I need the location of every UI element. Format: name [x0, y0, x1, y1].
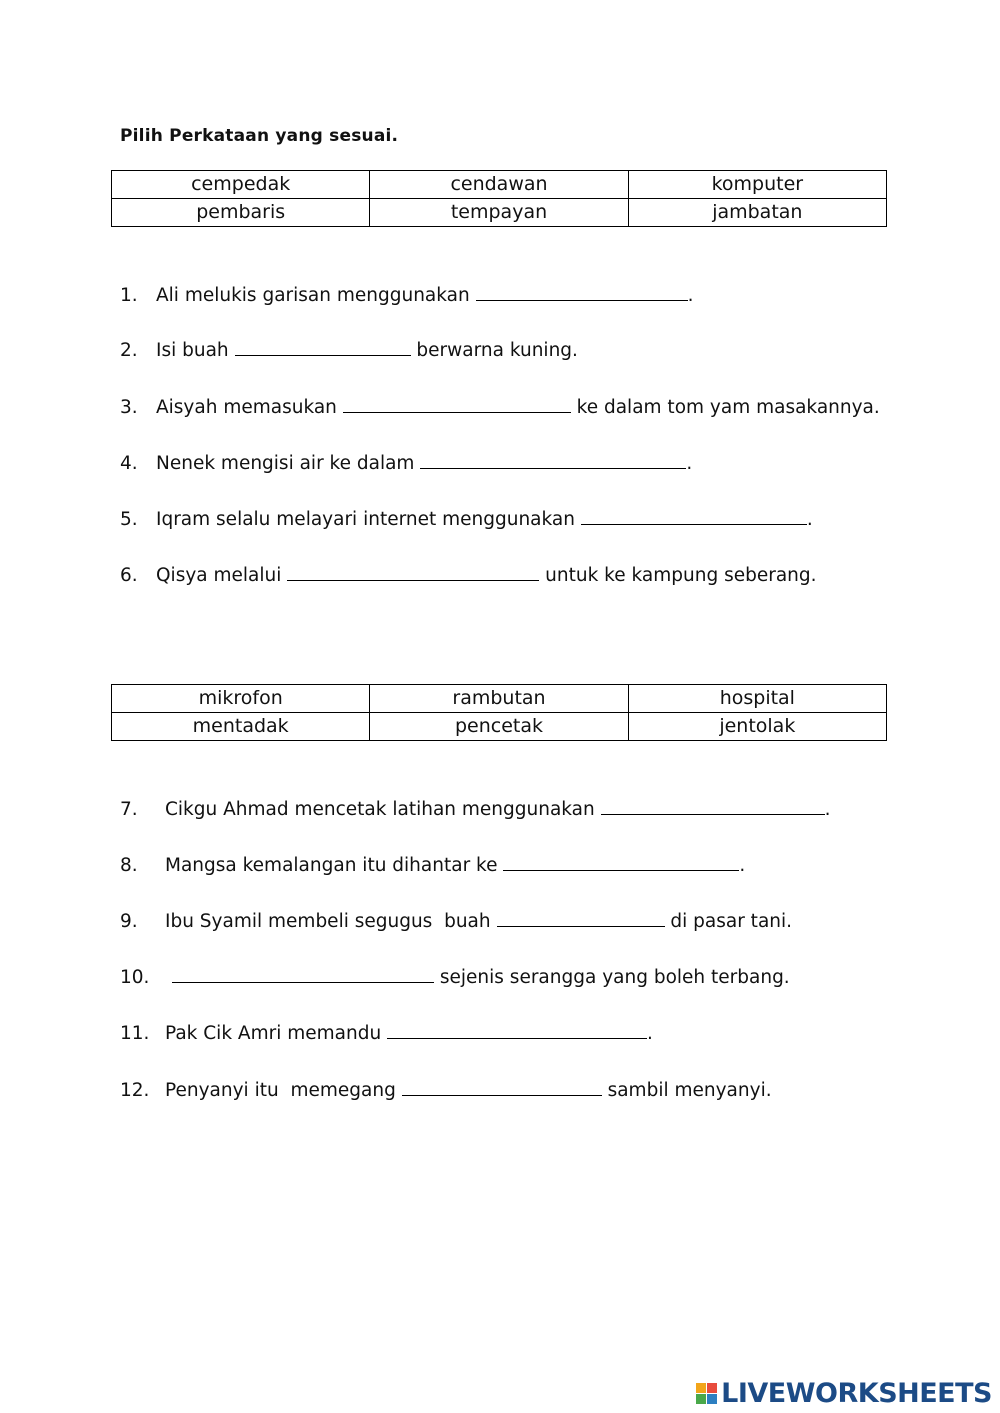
question-number: 10.: [120, 967, 150, 988]
question-number: 6.: [120, 565, 138, 586]
question-number: 11.: [120, 1023, 150, 1044]
question-1: [120, 282, 694, 308]
question-number: 1.: [120, 285, 138, 306]
question-3: [120, 394, 880, 420]
question-text-before: Ali melukis garisan menggunakan: [156, 285, 476, 306]
logo-square: [696, 1394, 706, 1404]
answer-blank[interactable]: [235, 337, 411, 356]
answer-blank[interactable]: [387, 1020, 647, 1039]
question-number: 12.: [120, 1080, 150, 1101]
question-7: [120, 796, 831, 822]
answer-blank[interactable]: [581, 506, 807, 525]
question-4: [120, 450, 692, 476]
answer-blank[interactable]: [601, 796, 825, 815]
word-cell: hospital: [628, 685, 886, 713]
question-text-after: sambil menyanyi.: [601, 1080, 772, 1101]
question-11: [120, 1020, 653, 1046]
question-text-before: Penyanyi itu memegang: [165, 1080, 402, 1101]
liveworksheets-icon: [696, 1383, 717, 1404]
question-2: [120, 337, 578, 363]
word-bank-row: [112, 171, 887, 199]
word-cell: rambutan: [370, 685, 628, 713]
question-number: 8.: [120, 855, 138, 876]
question-text-after: berwarna kuning.: [410, 340, 578, 361]
word-cell: komputer: [628, 171, 886, 199]
word-cell: cendawan: [370, 171, 628, 199]
question-text-after: .: [687, 285, 694, 306]
question-text-before: Cikgu Ahmad mencetak latihan menggunakan: [165, 799, 601, 820]
question-text-after: .: [686, 453, 693, 474]
question-text-before: Nenek mengisi air ke dalam: [156, 453, 421, 474]
logo-text: LIVEWORKSHEETS: [721, 1378, 992, 1409]
question-text-before: Isi buah: [156, 340, 235, 361]
answer-blank[interactable]: [497, 908, 665, 927]
answer-blank[interactable]: [172, 964, 434, 983]
question-text-before: Ibu Syamil membeli segugus buah: [165, 911, 497, 932]
word-cell: jentolak: [628, 713, 886, 741]
word-bank-row: [112, 199, 887, 227]
logo-square: [707, 1394, 717, 1404]
logo-square: [707, 1383, 717, 1393]
logo-square: [696, 1383, 706, 1393]
question-text-after: .: [647, 1023, 653, 1044]
question-text-before: Qisya melalui: [156, 565, 288, 586]
question-text-after: .: [806, 509, 813, 530]
question-9: [120, 908, 792, 934]
word-bank-table-2: [111, 684, 887, 741]
question-text-after: ke dalam tom yam masakannya.: [570, 397, 880, 418]
question-text-after: di pasar tani.: [664, 911, 793, 932]
answer-blank[interactable]: [476, 282, 688, 301]
question-number: 3.: [120, 397, 138, 418]
question-number: 2.: [120, 340, 138, 361]
word-bank-row: [112, 713, 887, 741]
question-number: 5.: [120, 509, 138, 530]
question-8: [120, 852, 745, 878]
word-cell: tempayan: [370, 199, 628, 227]
answer-blank[interactable]: [287, 562, 539, 581]
word-cell: mentadak: [112, 713, 370, 741]
instruction-title: Pilih Perkataan yang sesuai.: [120, 126, 399, 146]
question-number: 7.: [120, 799, 138, 820]
question-text-before: Iqram selalu melayari internet menggunakan: [156, 509, 581, 530]
question-text-after: .: [824, 799, 831, 820]
answer-blank[interactable]: [343, 394, 571, 413]
word-cell: mikrofon: [112, 685, 370, 713]
question-text-before: Mangsa kemalangan itu dihantar ke: [165, 855, 504, 876]
question-5: [120, 506, 813, 532]
answer-blank[interactable]: [420, 450, 686, 469]
answer-blank[interactable]: [402, 1077, 602, 1096]
word-bank-row: [112, 685, 887, 713]
question-number: 4.: [120, 453, 138, 474]
question-number: 9.: [120, 911, 138, 932]
word-cell: jambatan: [628, 199, 886, 227]
word-cell: cempedak: [112, 171, 370, 199]
question-text-after: untuk ke kampung seberang.: [539, 565, 817, 586]
answer-blank[interactable]: [503, 852, 739, 871]
liveworksheets-logo: [696, 1378, 992, 1409]
question-text-after: .: [739, 855, 746, 876]
question-text-before: Pak Cik Amri memandu: [165, 1023, 388, 1044]
word-bank-table-1: [111, 170, 887, 227]
question-text-before: Aisyah memasukan: [156, 397, 343, 418]
question-10: [120, 964, 790, 990]
word-cell: pembaris: [112, 199, 370, 227]
question-6: [120, 562, 817, 588]
word-cell: pencetak: [370, 713, 628, 741]
question-text-after: sejenis serangga yang boleh terbang.: [434, 967, 790, 988]
question-12: [120, 1077, 772, 1103]
